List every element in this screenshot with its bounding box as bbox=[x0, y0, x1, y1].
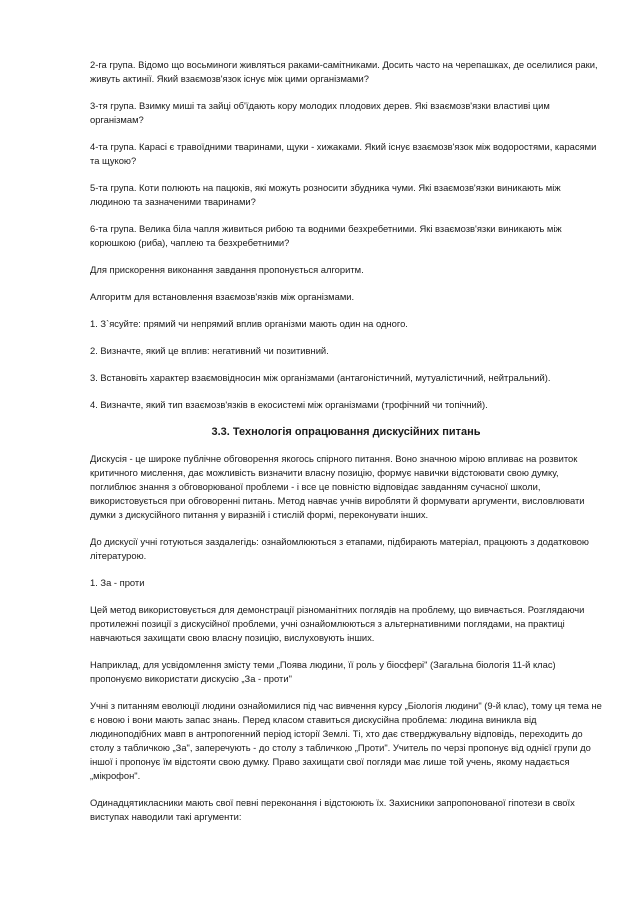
algorithm-step-3: 3. Встановіть характер взаємовідносин між організмами (антагоністичний, мутуалістичний, нейтральний). bbox=[90, 372, 551, 383]
algorithm-step-4: 4. Визначте, який тип взаємозв'язків в екосистемі між організмами (трофічний чи топічний). bbox=[90, 399, 488, 410]
paragraph-method-description: Цей метод використовується для демонстрації різноманітних поглядів на проблему, що вивчається. Розглядаючи протилежні позиції з дискусійної проблеми, учні ознайомлюються з альтернативними поглядами, на практиці навчаються захищати свою власну позицію, вислуховують інших. bbox=[90, 604, 585, 643]
algorithm-step-2: 2. Визначте, який це вплив: негативний чи позитивний. bbox=[90, 345, 329, 356]
section-heading: 3.3. Технологія опрацювання дискусійних питань bbox=[211, 426, 481, 438]
paragraph-group-4: 4-та група. Карасі є травоїдними тваринами, щуки - хижаками. Який існує взаємозв'язок між водоростями, карасями та щукою? bbox=[90, 141, 597, 166]
paragraph-group-3: 3-тя група. Взимку миші та зайці об'їдають кору молодих плодових дерев. Які взаємозв'язки властиві цим організмам? bbox=[90, 100, 550, 125]
paragraph-evolution-discussion: Учні з питанням еволюції людини ознайомилися під час вивчення курсу „Біологія людини" (9-й клас), тому ця тема не є новою і вони мають запас знань. Перед класом ставиться дискусійна проблема: людина виникла від людиноподібних мавп в антропогенний період історії Землі. Ті, хто дає стверджувальну відповідь, переходить до столу з табличкою „За", заперечують - до столу з табличкою „Проти". Учитель по черзі пропонує від однієї групи до іншої і пропонує їм відстояти свою думку. Право захищати свої погляди має лише той учень, якому надається „мікрофон". bbox=[90, 700, 602, 781]
paragraph-group-5: 5-та група. Коти полюють на пацюків, які можуть розносити збудника чуми. Які взаємозв'язки виникають між людиною та зазначеними тваринами? bbox=[90, 182, 561, 207]
algorithm-step-1: 1. З`ясуйте: прямий чи непрямий вплив організми мають один на одного. bbox=[90, 318, 408, 329]
paragraph-algorithm-intro: Для прискорення виконання завдання пропонується алгоритм. bbox=[90, 264, 364, 275]
paragraph-arguments-intro: Одинадцятикласники мають свої певні переконання і відстоюють їх. Захисники запропонованої гіпотези в своїх виступах наводили такі аргументи: bbox=[90, 797, 575, 822]
paragraph-group-6: 6-та група. Велика біла чапля живиться рибою та водними безхребетними. Які взаємозв'язки виникають між корюшкою (риба), чаплею та безхребетними? bbox=[90, 223, 562, 248]
paragraph-group-2: 2-га група. Відомо що восьминоги живляться раками-самітниками. Досить часто на черепашках, де оселилися раки, живуть актинії. Який взаємозв'язок існує між цими організмами? bbox=[90, 59, 598, 84]
paragraph-example: Наприклад, для усвідомлення змісту теми „Поява людини, її роль у біосфері" (Загальна біологія 11-й клас) пропонуємо використати дискусію „За - проти" bbox=[90, 659, 556, 684]
document-page bbox=[90, 58, 602, 837]
paragraph-algorithm-title: Алгоритм для встановлення взаємозв'язків між організмами. bbox=[90, 291, 355, 302]
paragraph-discussion-preparation: До дискусії учні готуються заздалегідь: ознайомлюються з етапами, підбирають матеріал, працюють з додатковою літературою. bbox=[90, 536, 589, 561]
paragraph-method-title: 1. За - проти bbox=[90, 577, 145, 588]
paragraph-discussion-definition: Дискусія - це широке публічне обговорення якогось спірного питання. Воно значною мірою впливає на розвиток критичного мислення, дає можливість визначити власну позицію, формує навички відстоювати свою думку, поглиблює знання з обговорюваної проблеми - і все це повністю відповідає завданням сучасної школи, використовується при обговоренні питань. Метод навчає учнів виробляти й формувати аргументи, висловлювати думки з дискусійного питання у виразній і стислій формі, переконувати інших. bbox=[90, 453, 585, 520]
